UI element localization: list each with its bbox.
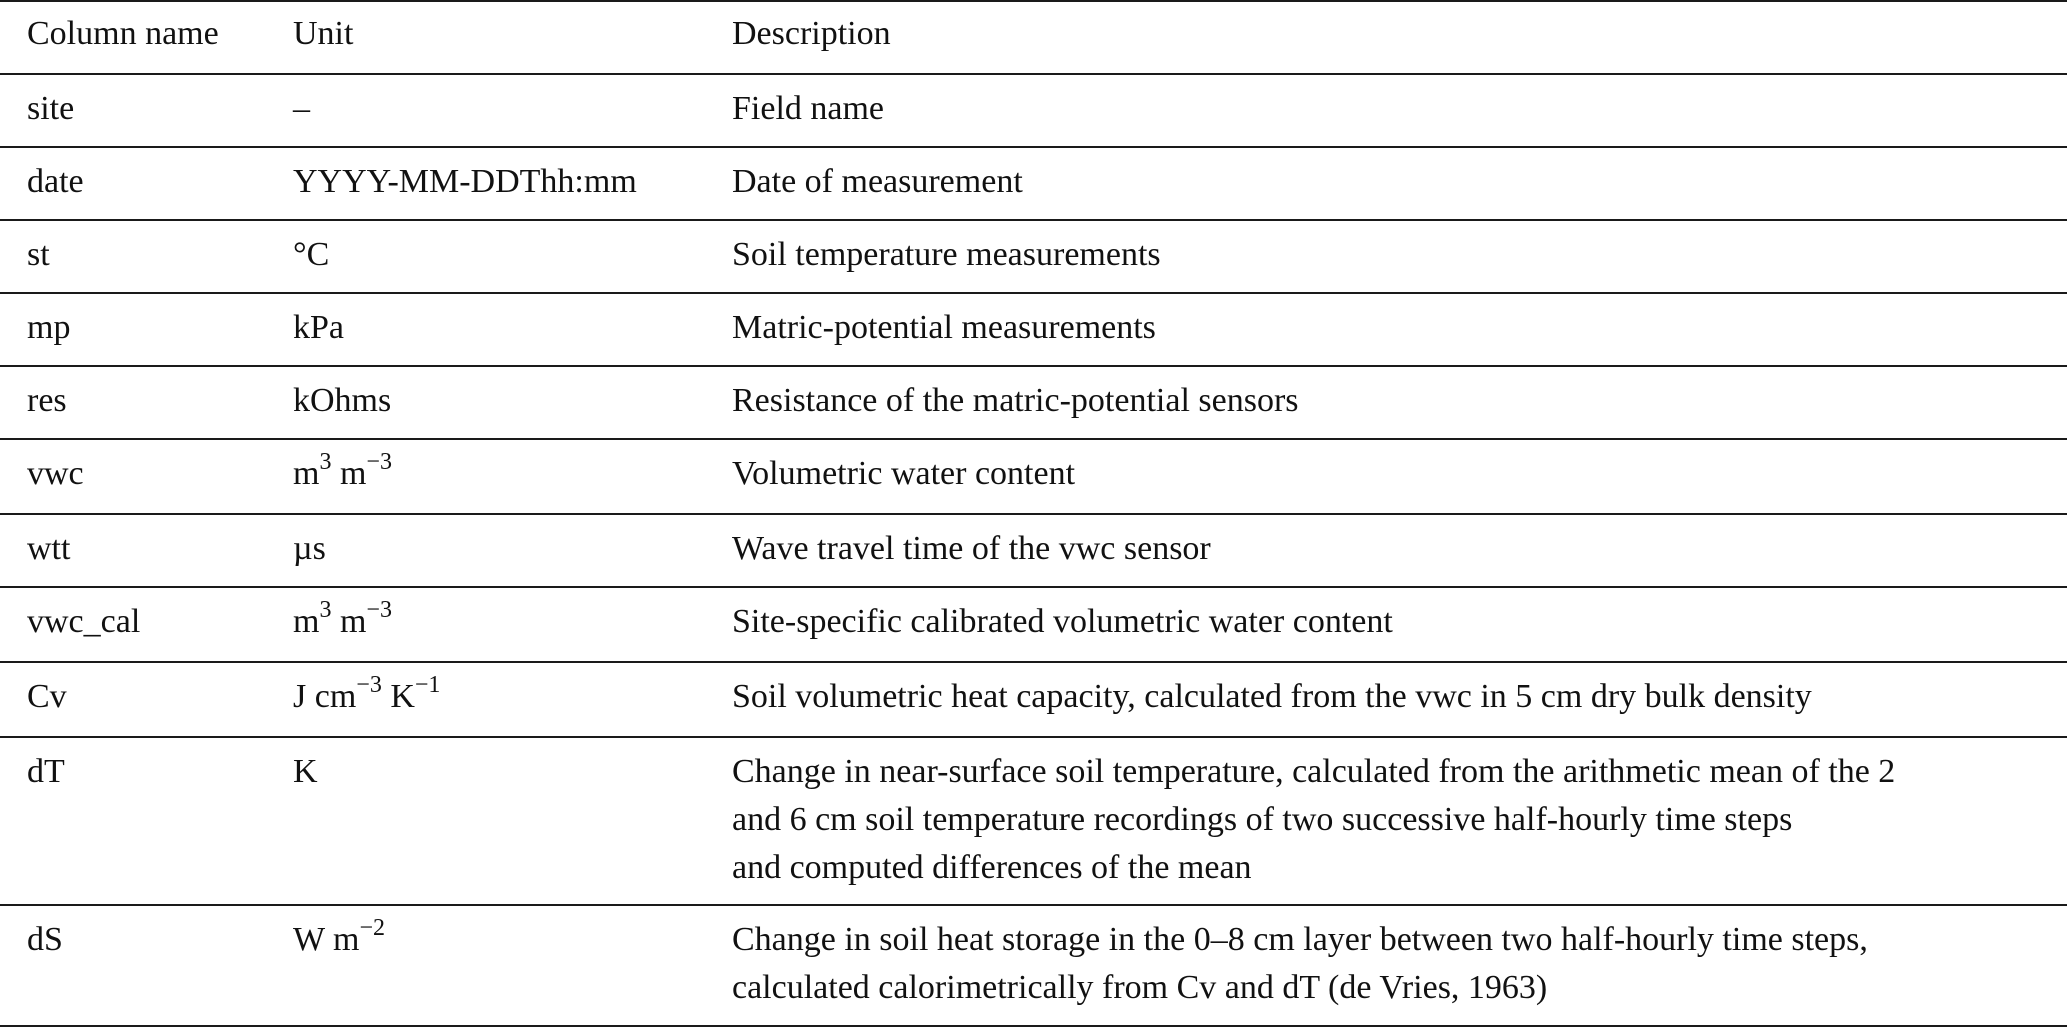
row-rule [0, 661, 2067, 663]
cell-description: Matric-potential measurements [732, 309, 1156, 346]
cell-column-name: vwc [27, 455, 84, 492]
unit-part: −1 [414, 671, 441, 698]
cell-column-name: res [27, 382, 67, 419]
header-rule [0, 73, 2067, 75]
cell-description: Resistance of the matric-potential sensors [732, 382, 1299, 419]
cell-unit: YYYY-MM-DDThh:mm [293, 163, 637, 200]
cell-column-name: Cv [27, 678, 67, 715]
top-rule [0, 0, 2067, 2]
cell-column-name: site [27, 90, 75, 127]
cell-column-name: wtt [27, 530, 71, 567]
unit-part: −3 [356, 671, 382, 698]
row-rule [0, 513, 2067, 515]
cell-unit [293, 598, 392, 646]
cell-description: and computed differences of the mean [732, 849, 1252, 886]
header-column-name: Column name [27, 15, 219, 52]
cell-description: Date of measurement [732, 163, 1023, 200]
unit-part: m [293, 603, 320, 640]
cell-unit: µs [293, 530, 326, 567]
header-unit: Unit [293, 15, 354, 52]
cell-description: calculated calorimetrically from Cv and dT (de Vries, 1963) [732, 969, 1548, 1006]
cell-description: Change in soil heat storage in the 0–8 cm layer between two half-hourly time steps, [732, 921, 1868, 958]
cell-description: Soil temperature measurements [732, 236, 1161, 273]
cell-unit: K [293, 753, 318, 790]
row-rule [0, 365, 2067, 367]
cell-unit: kOhms [293, 382, 392, 419]
header-description: Description [732, 15, 891, 52]
unit-part: m [331, 603, 367, 640]
cell-description: Wave travel time of the vwc sensor [732, 530, 1211, 567]
unit-part: −3 [366, 596, 392, 623]
cell-description: Field name [732, 90, 885, 127]
cell-column-name: date [27, 163, 84, 200]
row-rule [0, 219, 2067, 221]
cell-description: Volumetric water content [732, 455, 1076, 492]
unit-part: 3 [319, 448, 332, 475]
cell-unit: – [293, 90, 310, 127]
unit-part: m [331, 455, 367, 492]
cell-unit: °C [293, 236, 330, 273]
cell-column-name: dT [27, 753, 65, 790]
cell-unit [293, 450, 392, 498]
cell-unit: kPa [293, 309, 344, 346]
unit-part: −3 [366, 448, 392, 475]
bottom-rule [0, 1025, 2067, 1027]
row-rule [0, 146, 2067, 148]
cell-unit [293, 916, 385, 964]
cell-column-name: vwc_cal [27, 603, 141, 640]
unit-part: W m [293, 921, 360, 958]
cell-description: Soil volumetric heat capacity, calculated from the vwc in 5 cm dry bulk density [732, 678, 1812, 715]
cell-column-name: mp [27, 309, 71, 346]
unit-part: 3 [319, 596, 332, 623]
cell-description: Site-specific calibrated volumetric water content [732, 603, 1393, 640]
cell-description: and 6 cm soil temperature recordings of two successive half-hourly time steps [732, 801, 1793, 838]
row-rule [0, 736, 2067, 738]
row-rule [0, 292, 2067, 294]
row-rule [0, 904, 2067, 906]
unit-part: m [293, 455, 320, 492]
unit-part: −2 [359, 914, 385, 941]
unit-part: J cm [293, 678, 357, 715]
unit-part: K [381, 678, 415, 715]
cell-description: Change in near-surface soil temperature, calculated from the arithmetic mean of the 2 [732, 753, 1896, 790]
row-rule [0, 586, 2067, 588]
cell-column-name: st [27, 236, 50, 273]
cell-unit [293, 673, 440, 721]
row-rule [0, 438, 2067, 440]
cell-column-name: dS [27, 921, 63, 958]
